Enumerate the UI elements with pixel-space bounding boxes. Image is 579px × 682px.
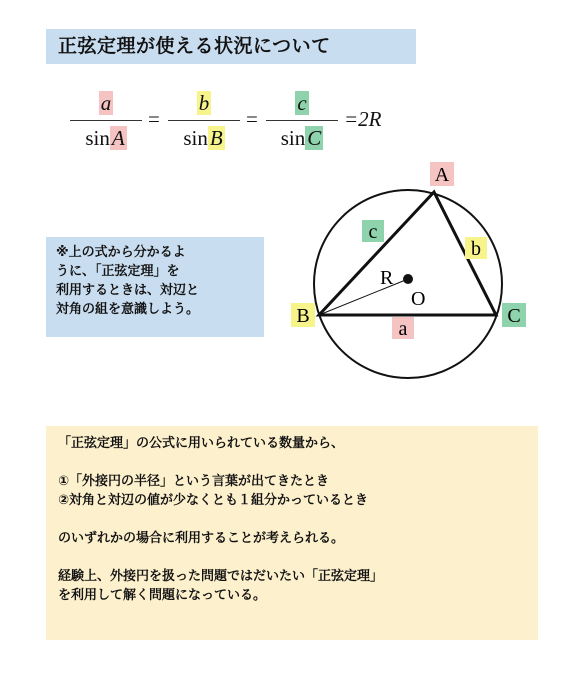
circumcircle-diagram [288, 160, 538, 392]
explanation-line: のいずれかの場合に利用することが考えられる。 [58, 531, 345, 546]
sin-a-prefix: sin [85, 126, 110, 150]
numerator-b: b [198, 91, 210, 115]
explanation-line: ①「外接円の半径」という言葉が出てきたとき [58, 474, 330, 489]
explanation-line: を利用して解く問題になっている。 [58, 588, 267, 603]
note-line: 対角の組を意識しよう。 [56, 302, 200, 317]
side-a-label: a [398, 318, 408, 340]
denominator-a: A [111, 126, 125, 150]
denominator-b: B [209, 126, 223, 150]
sin-b-prefix: sin [183, 126, 208, 150]
law-of-sines-formula [70, 88, 400, 160]
vertex-c-label: C [507, 305, 521, 327]
numerator-a: a [100, 91, 112, 115]
explanation-line: 「正弦定理」の公式に用いられている数量から、 [58, 436, 345, 451]
center-label: O [411, 288, 426, 310]
vertex-b-label: B [296, 305, 310, 327]
explanation-line: 経験上、外接円を扱った問題ではだいたい「正弦定理」 [58, 569, 384, 584]
equals-sign-1: = [148, 107, 160, 131]
formula-rhs: =2R [344, 107, 382, 131]
note-line: うに、「正弦定理」を [56, 264, 180, 279]
side-c-label: c [368, 221, 378, 243]
radius-label: R [380, 267, 394, 289]
fraction-a [70, 88, 142, 153]
note-box [46, 237, 264, 337]
radius-line [319, 279, 408, 315]
side-b-label: b [471, 238, 481, 260]
fraction-b [168, 88, 240, 153]
explanation-line: ②対角と対辺の値が少なくとも１組分かっているとき [58, 493, 369, 508]
note-line: 利用するときは、対辺と [56, 283, 200, 298]
numerator-c: c [297, 91, 307, 115]
equals-sign-2: = [246, 107, 258, 131]
page-title: 正弦定理が使える状況について [46, 29, 416, 64]
denominator-c: C [307, 126, 322, 150]
sin-c-prefix: sin [280, 126, 306, 150]
vertex-a-label: A [434, 164, 450, 186]
center-point [403, 274, 413, 284]
fraction-c [266, 88, 338, 153]
note-line: ※上の式から分かるよ [56, 245, 186, 260]
explanation-box [46, 426, 538, 640]
